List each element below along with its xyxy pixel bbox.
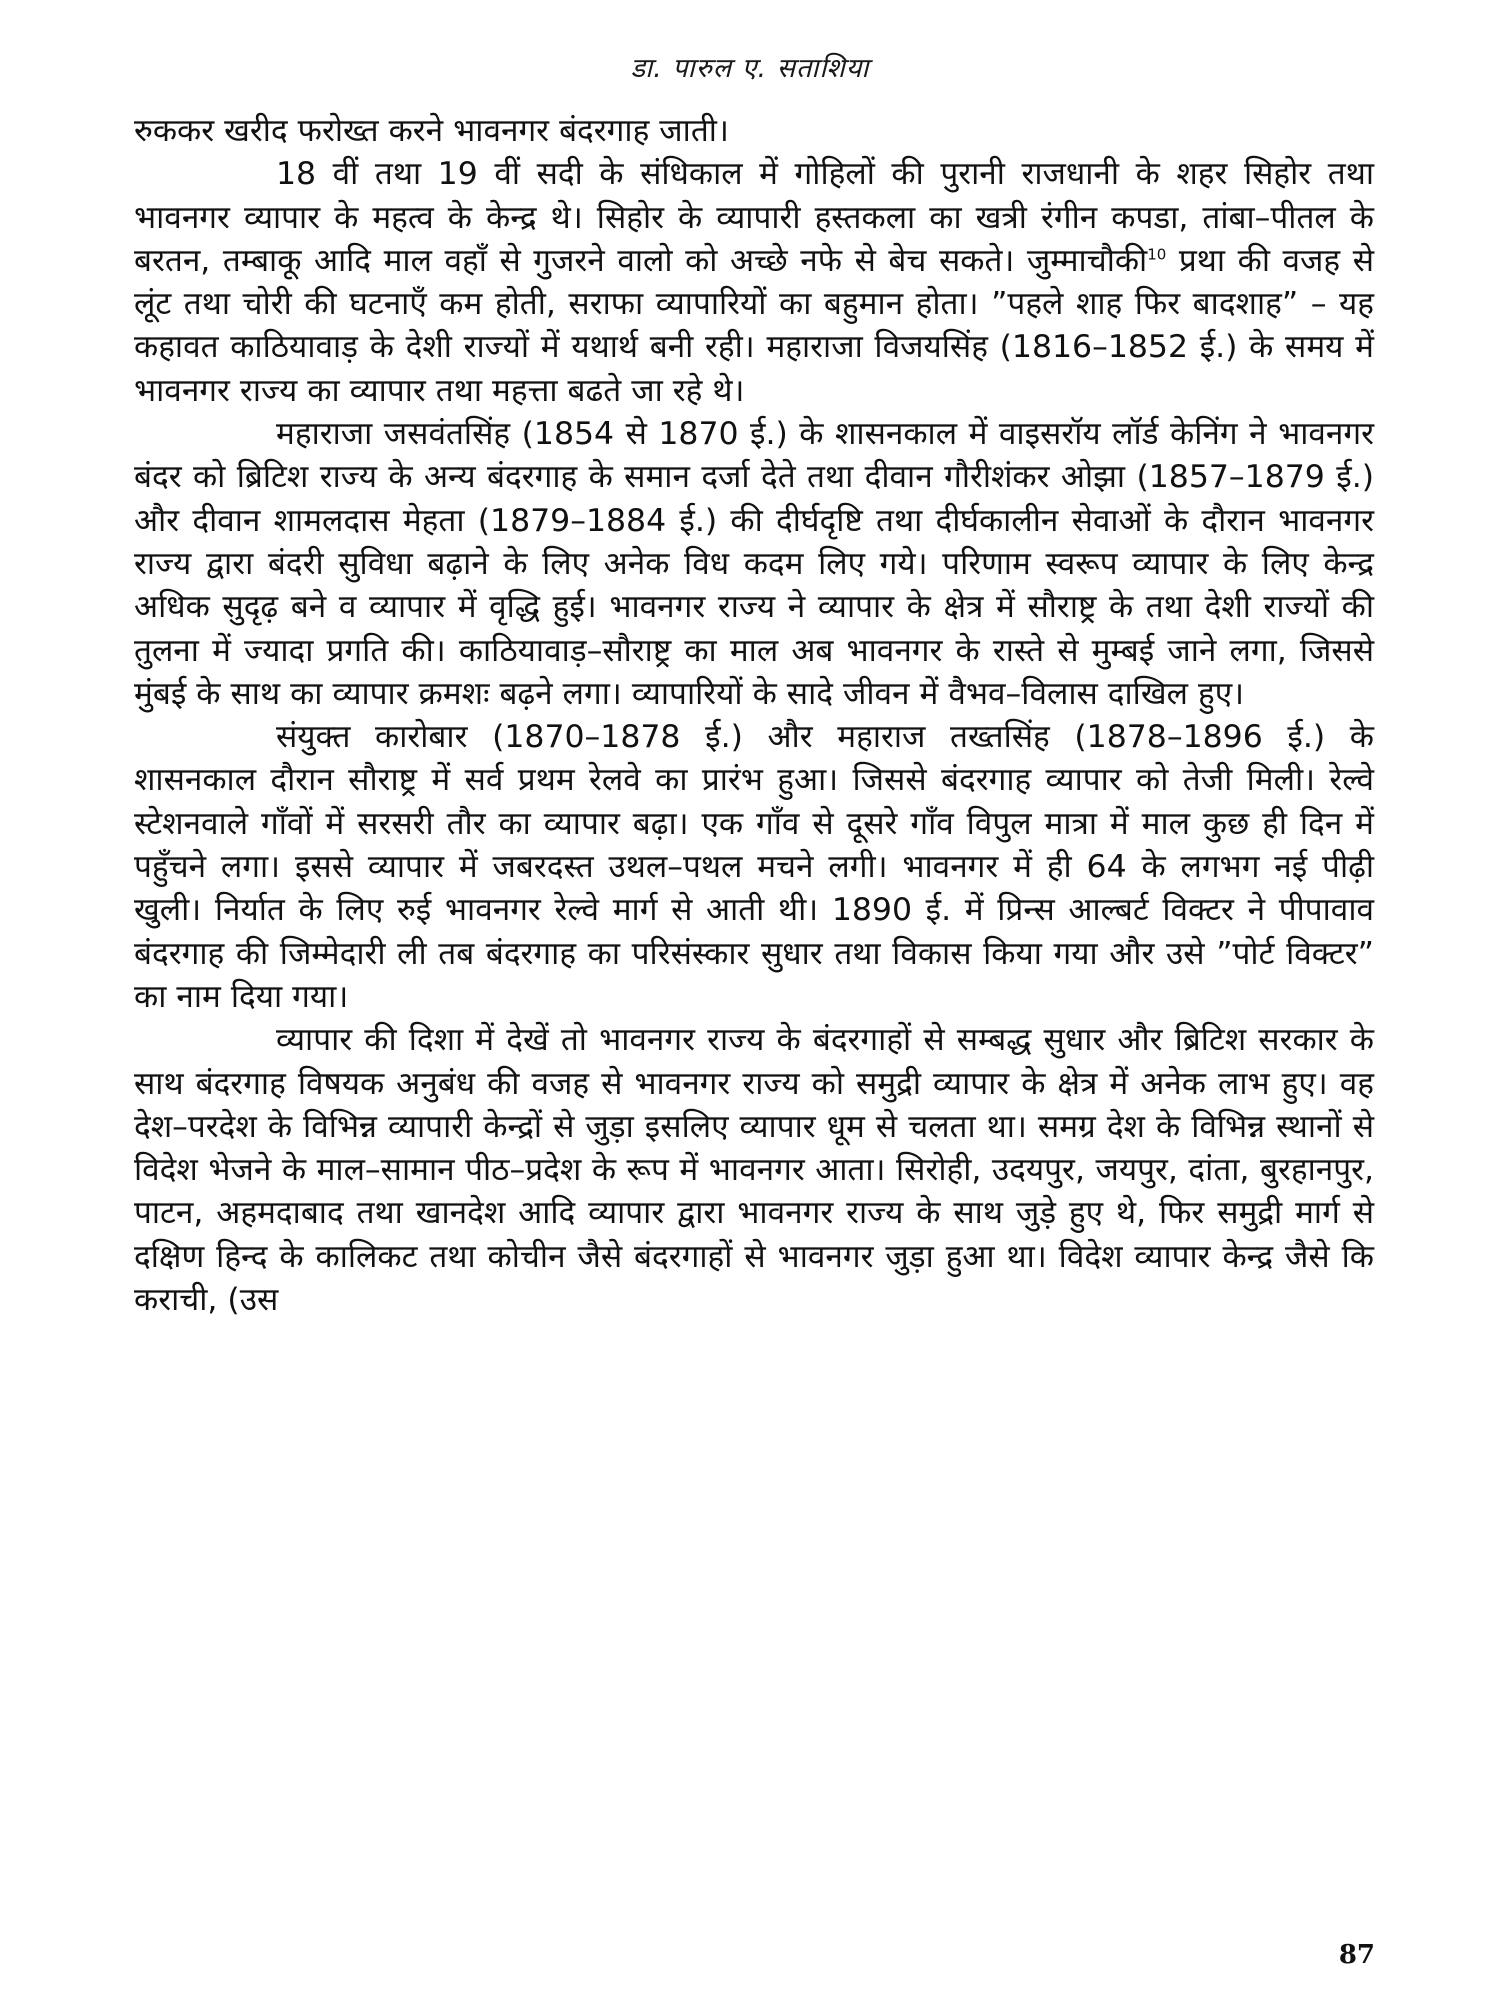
body-text	[134, 110, 1374, 1322]
paragraph-jaswantsinh-era: महाराजा जसवंतसिंह (1854 से 1870 ई.) के शासनकाल में वाइसरॉय लॉर्ड केनिंग ने भावनगर बंदर को ब्रिटिश राज्य के अन्य बंदरगाह के समान दर्जा देते तथा दीवान गौरीशंकर ओझा (1857–1879 ई.) और दीवान शामलदास मेहता (1879–1884 ई.) की दीर्घदृष्टि तथा दीर्घकालीन सेवाओं के दौरान भावनगर राज्य द्वारा बंदरी सुविधा बढ़ाने के लिए अनेक विध कदम लिए गये। परिणाम स्वरूप व्यापार के लिए केन्द्र अधिक सुदृढ़ बने व व्यापार में वृद्धि हुई। भावनगर राज्य ने व्यापार के क्षेत्र में सौराष्ट्र के तथा देशी राज्यों की तुलना में ज्यादा प्रगति की। काठियावाड़–सौराष्ट्र का माल अब भावनगर के रास्ते से मुम्बई जाने लगा, जिससे मुंबई के साथ का व्यापार क्रमशः बढ़ने लगा। व्यापारियों के सादे जीवन में वैभव–विलास दाखिल हुए।	[134, 416, 1374, 712]
paragraph-text-part: प्रथा की वजह से लूंट तथा चोरी की घटनाएँ कम होती, सराफा व्यापारियों का बहुमान होता। ”पहले शाह फिर बादशाह” – यह कहावत काठियावाड़ के देशी राज्यों में यथार्थ बनी रही। महाराजा विजयसिंह (1816–1852 ई.) के समय में भावनगर राज्य का व्यापार तथा महत्ता बढते जा रहे थे।	[134, 242, 1374, 409]
paragraph-sea-trade: व्यापार की दिशा में देखें तो भावनगर राज्य के बंदरगाहों से सम्बद्ध सुधार और ब्रिटिश सरकार के साथ बंदरगाह विषयक अनुबंध की वजह से भावनगर राज्य को समुद्री व्यापार के क्षेत्र में अनेक लाभ हुए। वह देश–परदेश के विभिन्न व्यापारी केन्द्रों से जुड़ा इसलिए व्यापार धूम से चलता था। समग्र देश के विभिन्न स्थानों से विदेश भेजने के माल–सामान पीठ–प्रदेश के रूप में भावनगर आता। सिरोही, उदयपुर, जयपुर, दांता, बुरहानपुर, पाटन, अहमदाबाद तथा खानदेश आदि व्यापार द्वारा भावनगर राज्य के साथ जुड़े हुए थे, फिर समुद्री मार्ग से दक्षिण हिन्द के कालिकट तथा कोचीन जैसे बंदरगाहों से भावनगर जुड़ा हुआ था। विदेश व्यापार केन्द्र जैसे कि कराची, (उस	[134, 1022, 1374, 1319]
paragraph-text-part: 18 वीं तथा 19 वीं सदी के संधिकाल में गोहिलों की पुरानी राजधानी के शहर सिहोर तथा भावनगर व्यापार के महत्व के केन्द्र थे। सिहोर के व्यापारी हस्तकला का खत्री रंगीन कपडा, तांबा–पीतल के बरतन, तम्बाकू आदि माल वहाँ से गुजरने वालो को अच्छे नफे से बेच सकते। जुम्माचौकी	[134, 156, 1374, 279]
paragraph-trade-centres	[134, 153, 1374, 413]
running-header-author: डा. पारुल ए. सताशिया	[630, 53, 870, 84]
paragraph-railway-era: संयुक्त कारोबार (1870–1878 ई.) और महाराज तख्तसिंह (1878–1896 ई.) के शासनकाल दौरान सौराष्ट्र में सर्व प्रथम रेलवे का प्रारंभ हुआ। जिससे बंदरगाह व्यापार को तेजी मिली। रेल्वे स्टेशनवाले गाँवों में सरसरी तौर का व्यापार बढ़ा। एक गाँव से दूसरे गाँव विपुल मात्रा में माल कुछ ही दिन में पहुँचने लगा। इससे व्यापार में जबरदस्त उथल–पथल मचने लगी। भावनगर में ही 64 के लगभग नई पीढ़ी खुली। निर्यात के लिए रुई भावनगर रेल्वे मार्ग से आती थी। 1890 ई. में प्रिन्स आल्बर्ट विक्टर ने पीपावाव बंदरगाह की जिम्मेदारी ली तब बंदरगाह का परिसंस्कार सुधार तथा विकास किया गया और उसे ”पोर्ट विक्टर” का नाम दिया गया।	[134, 719, 1374, 1015]
paragraph-continuation: रुककर खरीद फरोख्त करने भावनगर बंदरगाह जाती।	[134, 113, 729, 149]
footnote-reference: 10	[1147, 245, 1167, 264]
page-number: 87	[1338, 1940, 1375, 1970]
